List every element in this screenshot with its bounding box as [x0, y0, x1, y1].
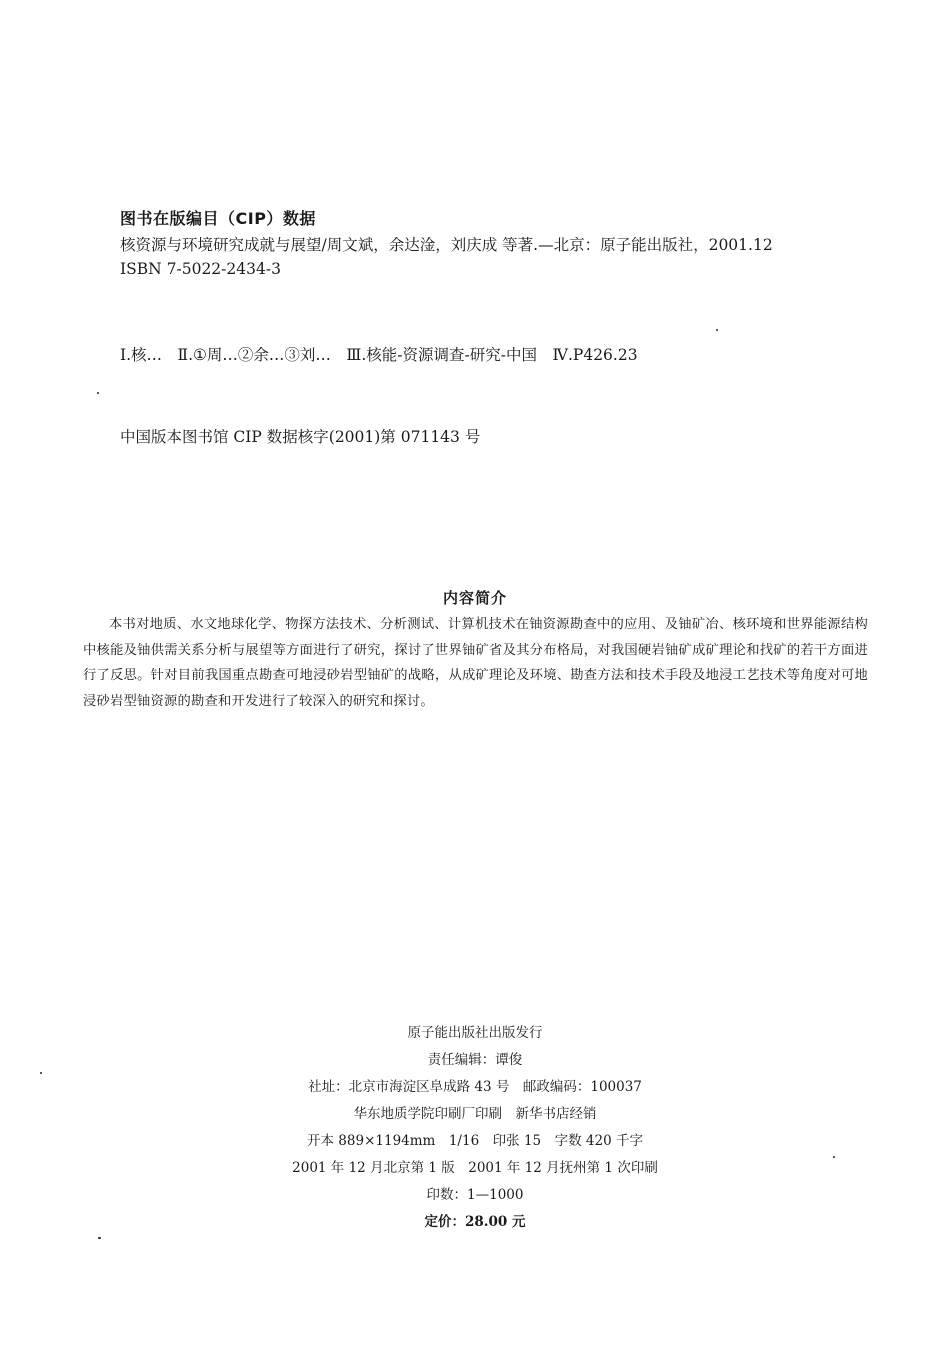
- colophon-printer: 华东地质学院印刷厂印刷 新华书店经销: [353, 1106, 597, 1122]
- cip-isbn: ISBN 7-5022-2434-3: [120, 260, 281, 278]
- cip-classification: Ⅰ.核… Ⅱ.①周…②余…③刘… Ⅲ.核能-资源调查-研究-中国 Ⅳ.P426.23: [120, 346, 638, 364]
- summary-body: 本书对地质、水文地球化学、物探方法技术、分析测试、计算机技术在铀资源勘查中的应用、及铀矿冶、核环境和世界能源结构中核能及铀供需关系分析与展望等方面进行了研究，探讨了世界铀矿省及其分布格局，对我国硬岩铀矿成矿理论和找矿的若干方面进行了反思。针对目前我国重点勘查可地浸砂岩型铀矿的战略，从成矿理论及环境、勘查方法和技术手段及地浸工艺技术等角度对可地浸砂岩型铀资源的勘查和开发进行了较深入的研究和探讨。: [83, 617, 868, 709]
- cip-title-line: 核资源与环境研究成就与展望/周文斌，余达淦，刘庆成 等著.—北京：原子能出版社，2001.12: [120, 236, 773, 254]
- scan-speck: [716, 329, 718, 331]
- colophon-price: 定价：28.00 元: [424, 1214, 526, 1230]
- scan-speck: [97, 392, 99, 394]
- colophon-edition: 2001 年 12 月北京第 1 版 2001 年 12 月抚州第 1 次印刷: [292, 1160, 658, 1176]
- colophon-address: 社址：北京市海淀区阜成路 43 号 邮政编码：100037: [308, 1079, 642, 1095]
- colophon-editor: 责任编辑：谭俊: [427, 1052, 523, 1068]
- scan-speck: [833, 1156, 835, 1158]
- cip-heading: 图书在版编目（CIP）数据: [120, 209, 316, 228]
- summary-heading: 内容简介: [442, 589, 507, 607]
- scan-speck: [98, 1237, 101, 1239]
- scan-speck: [40, 1072, 42, 1074]
- colophon: [0, 1020, 950, 1236]
- colophon-print-run: 印数：1—1000: [426, 1187, 524, 1203]
- cip-record-number: 中国版本图书馆 CIP 数据核字(2001)第 071143 号: [120, 428, 481, 446]
- colophon-format: 开本 889×1194mm 1/16 印张 15 字数 420 千字: [307, 1133, 643, 1149]
- colophon-publisher: 原子能出版社出版发行: [407, 1025, 543, 1041]
